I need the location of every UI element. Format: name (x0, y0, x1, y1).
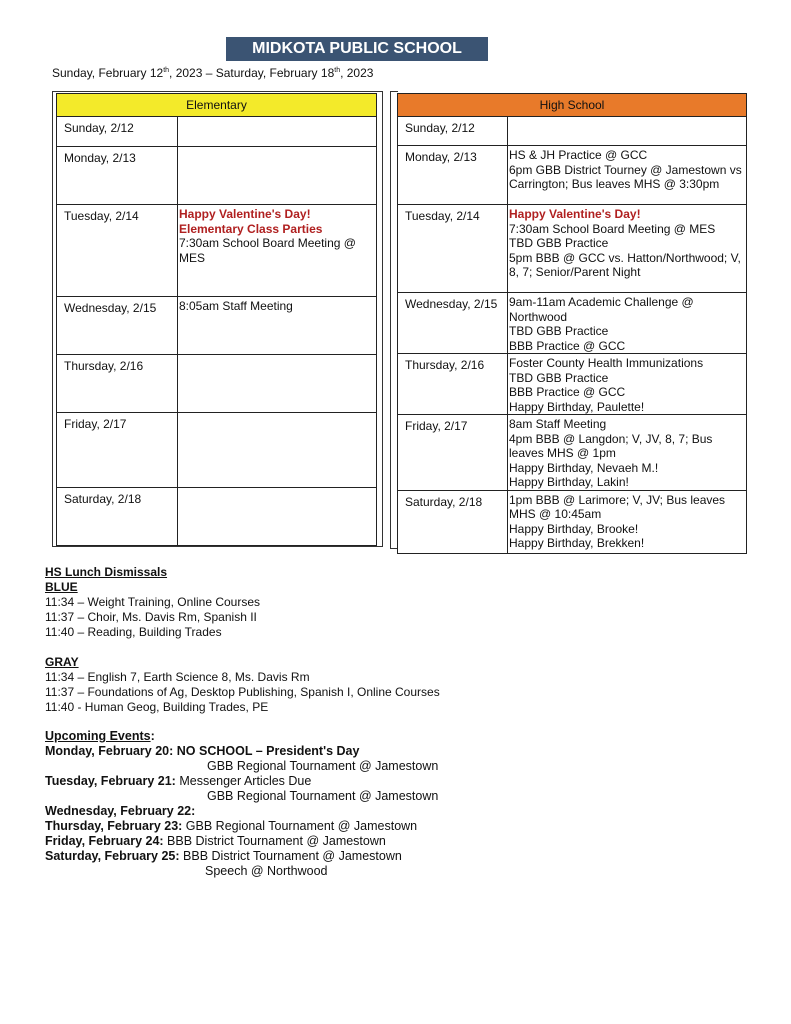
event-row (45, 819, 438, 834)
day-cell: Saturday, 2/18 (57, 488, 178, 546)
event-line: GBB Regional Tournament @ Jamestown (185, 819, 418, 833)
event-date: Friday, February 24: (45, 834, 164, 848)
date-mid: , 2023 – Saturday, February 18 (169, 66, 335, 80)
schedule-row (398, 293, 747, 354)
event-continuation: GBB Regional Tournament @ Jamestown (207, 789, 439, 803)
event-text: TBD GBB Practice (509, 370, 609, 385)
events-cell (178, 205, 377, 297)
day-cell: Thursday, 2/16 (398, 354, 508, 415)
schedule-row (398, 117, 747, 146)
event-row (45, 834, 438, 849)
event-date: Thursday, February 23: (45, 819, 183, 833)
date-range (52, 66, 373, 80)
event-row (45, 744, 438, 759)
page-title: MIDKOTA PUBLIC SCHOOL (226, 37, 488, 61)
event-text: 6pm GBB District Tourney @ Jamestown vs Carrington; Bus leaves MHS @ 3:30pm (509, 162, 742, 191)
event-text: 7:30am School Board Meeting @ MES (179, 236, 356, 265)
lunch-title: HS Lunch Dismissals (45, 565, 168, 579)
event-text: 5pm BBB @ GCC vs. Hatton/Northwood; V, 8, 7; Senior/Parent Night (509, 250, 741, 279)
event-text: Foster County Health Immunizations (509, 356, 704, 370)
event-text: 7:30am School Board Meeting @ MES (509, 221, 716, 236)
date-end: , 2023 (340, 66, 374, 80)
upcoming-events (45, 729, 438, 879)
event-text: 4pm BBB @ Langdon; V, JV, 8, 7; Bus leaves MHS @ 1pm (509, 431, 713, 460)
event-text: 1pm BBB @ Larimore; V, JV; Bus leaves MHS @ 10:45am (509, 492, 726, 521)
upcoming-list (45, 744, 438, 879)
upcoming-title-suffix: : (150, 729, 155, 743)
event-text: 8:05am Staff Meeting (179, 299, 293, 313)
lunch-line: 11:37 – Choir, Ms. Davis Rm, Spanish II (45, 610, 257, 624)
schedule-row (57, 297, 377, 355)
event-line: NO SCHOOL – President's Day (176, 744, 360, 758)
schedule-row (398, 490, 747, 553)
event-date: Monday, February 20: (45, 744, 174, 758)
event-text: Happy Birthday, Brooke! (509, 521, 639, 536)
lunch-line: 11:40 - Human Geog, Building Trades, PE (45, 700, 269, 714)
date-end-sup: th (334, 67, 341, 74)
upcoming-title: Upcoming Events (45, 729, 151, 743)
lunch-line: 11:37 – Foundations of Ag, Desktop Publishing, Spanish I, Online Courses (45, 685, 440, 699)
event-line: BBB District Tournament @ Jamestown (183, 849, 402, 863)
high-school-body (398, 117, 747, 554)
event-text: 9am-11am Academic Challenge @ Northwood (509, 295, 694, 324)
date-start-sup: th (163, 67, 170, 74)
event-continuation: GBB Regional Tournament @ Jamestown (207, 759, 439, 773)
event-line: Messenger Articles Due (179, 774, 312, 788)
lunch-line: 11:34 – Weight Training, Online Courses (45, 595, 261, 609)
day-cell: Sunday, 2/12 (57, 117, 178, 147)
events-cell (178, 147, 377, 205)
day-cell: Tuesday, 2/14 (57, 205, 178, 297)
schedule-row (57, 117, 377, 147)
day-cell: Monday, 2/13 (398, 146, 508, 205)
day-cell: Sunday, 2/12 (398, 117, 508, 146)
event-row (45, 804, 438, 819)
events-cell (508, 354, 747, 415)
elementary-table (56, 93, 377, 546)
event-text: Happy Valentine's Day! (179, 207, 311, 221)
event-date: Saturday, February 25: (45, 849, 180, 863)
day-cell: Thursday, 2/16 (57, 355, 178, 413)
day-cell: Saturday, 2/18 (398, 490, 508, 553)
event-text: BBB Practice @ GCC (509, 338, 626, 353)
schedule-row (398, 205, 747, 293)
event-text: Happy Birthday, Brekken! (509, 536, 645, 550)
high-school-header: High School (398, 94, 747, 117)
events-cell (178, 117, 377, 147)
event-text: Elementary Class Parties (179, 221, 323, 236)
event-text: BBB Practice @ GCC (509, 385, 626, 399)
events-cell (178, 355, 377, 413)
elementary-body (57, 117, 377, 546)
schedule-row (57, 355, 377, 413)
day-cell: Friday, 2/17 (398, 415, 508, 491)
schedule-row (57, 147, 377, 205)
events-cell (508, 205, 747, 293)
date-start: Sunday, February 12 (52, 66, 164, 80)
lunch-line: 11:40 – Reading, Building Trades (45, 625, 222, 639)
schedule-row (57, 413, 377, 488)
event-text: 8am Staff Meeting (509, 417, 607, 431)
events-cell (178, 488, 377, 546)
day-cell: Wednesday, 2/15 (398, 293, 508, 354)
day-cell: Tuesday, 2/14 (398, 205, 508, 293)
schedule-row (398, 354, 747, 415)
event-text: TBD GBB Practice (509, 236, 609, 250)
event-continuation: Speech @ Northwood (205, 864, 328, 878)
event-text: TBD GBB Practice (509, 324, 609, 338)
event-date: Wednesday, February 22: (45, 804, 196, 818)
schedule-row (57, 488, 377, 546)
event-text: Happy Birthday, Paulette! (509, 399, 645, 414)
events-cell (508, 415, 747, 491)
lunch-group-gray-name: GRAY (45, 655, 79, 669)
lunch-group-blue-name: BLUE (45, 580, 78, 594)
schedule-row (398, 146, 747, 205)
event-text: Happy Valentine's Day! (509, 207, 641, 221)
events-cell (178, 413, 377, 488)
event-line: BBB District Tournament @ Jamestown (167, 834, 386, 848)
schedule-row (57, 205, 377, 297)
lunch-line: 11:34 – English 7, Earth Science 8, Ms. Davis Rm (45, 670, 310, 684)
event-text: HS & JH Practice @ GCC (509, 148, 648, 162)
high-school-table (397, 93, 747, 554)
schedule-row (398, 415, 747, 491)
day-cell: Wednesday, 2/15 (57, 297, 178, 355)
event-text: Happy Birthday, Lakin! (509, 475, 629, 489)
elementary-header: Elementary (57, 94, 377, 117)
day-cell: Monday, 2/13 (57, 147, 178, 205)
events-cell (508, 490, 747, 553)
events-cell (508, 146, 747, 205)
event-row (45, 774, 438, 789)
lunch-dismissals (45, 565, 440, 715)
day-cell: Friday, 2/17 (57, 413, 178, 488)
events-cell (508, 117, 747, 146)
event-date: Tuesday, February 21: (45, 774, 176, 788)
event-text: Happy Birthday, Nevaeh M.! (509, 460, 659, 475)
event-row (45, 849, 438, 864)
events-cell (178, 297, 377, 355)
events-cell (508, 293, 747, 354)
